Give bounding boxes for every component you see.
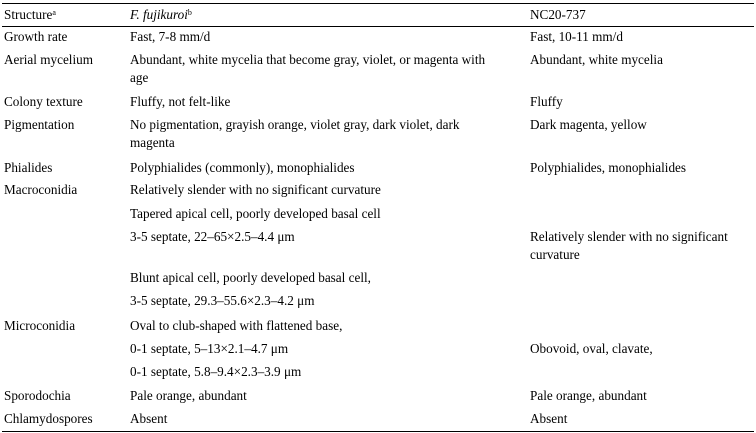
cell-fujikuroi: Polyphialides (commonly), monophialides xyxy=(130,160,355,175)
row-label-microconidia: Microconidia xyxy=(4,318,76,333)
cell-fujikuroi: Oval to club-shaped with flattened base, xyxy=(130,318,343,333)
cell-fujikuroi: Tapered apical cell, poorly developed basal cell xyxy=(130,206,381,221)
header-structure: Structure$^a$ xyxy=(4,7,56,22)
row-label-chlamydospores: Chlamydospores xyxy=(4,411,93,426)
cell-fujikuroi: 0-1 septate, 5–13×2.1–4.7 μm xyxy=(130,341,289,356)
cell-fujikuroi: Blunt apical cell, poorly developed basal cell, xyxy=(130,270,371,285)
table-header-rule xyxy=(2,26,754,27)
cell-fujikuroi: No pigmentation, grayish orange, violet gray, dark violet, dark xyxy=(130,117,460,132)
cell-fujikuroi: Pale orange, abundant xyxy=(130,388,247,403)
cell-fujikuroi: Absent xyxy=(130,411,168,426)
header-fujikuroi: F. fujikuroi$^b$ xyxy=(130,7,192,22)
cell-nc: Dark magenta, yellow xyxy=(530,117,647,132)
cell-fujikuroi: Fluffy, not felt-like xyxy=(130,94,231,109)
row-label-pigmentation: Pigmentation xyxy=(4,117,75,132)
row-label-macroconidia: Macroconidia xyxy=(4,182,78,197)
cell-fujikuroi: Fast, 7-8 mm/d xyxy=(130,29,211,44)
header-nc20-737: NC20-737 xyxy=(530,7,586,22)
cell-nc: curvature xyxy=(530,247,580,262)
cell-fujikuroi: Abundant, white mycelia that become gray, violet, or magenta with xyxy=(130,52,486,67)
cell-nc: Relatively slender with no significant xyxy=(530,229,728,244)
cell-nc: Fluffy xyxy=(530,94,563,109)
table-bottom-rule xyxy=(2,431,754,432)
row-label-sporodochia: Sporodochia xyxy=(4,388,71,403)
cell-nc: Obovoid, oval, clavate, xyxy=(530,341,653,356)
cell-fujikuroi: 3-5 septate, 22–65×2.5–4.4 μm xyxy=(130,229,295,244)
cell-nc: Fast, 10-11 mm/d xyxy=(530,29,623,44)
cell-fujikuroi: age xyxy=(130,70,149,85)
cell-nc: Polyphialides, monophialides xyxy=(530,160,687,175)
cell-nc: Pale orange, abundant xyxy=(530,388,647,403)
row-label-aerial-mycelium: Aerial mycelium xyxy=(4,52,93,67)
cell-fujikuroi: 0-1 septate, 5.8–9.4×2.3–3.9 μm xyxy=(130,364,302,379)
cell-fujikuroi: 3-5 septate, 29.3–55.6×2.3–4.2 μm xyxy=(130,293,315,308)
table-top-rule xyxy=(2,3,754,4)
cell-fujikuroi: magenta xyxy=(130,135,175,150)
cell-fujikuroi: Relatively slender with no significant curvature xyxy=(130,182,381,197)
cell-nc: Abundant, white mycelia xyxy=(530,52,663,67)
cell-nc: Absent xyxy=(530,411,568,426)
row-label-colony-texture: Colony texture xyxy=(4,94,83,109)
row-label-phialides: Phialides xyxy=(4,160,53,175)
row-label-growth-rate: Growth rate xyxy=(4,29,68,44)
